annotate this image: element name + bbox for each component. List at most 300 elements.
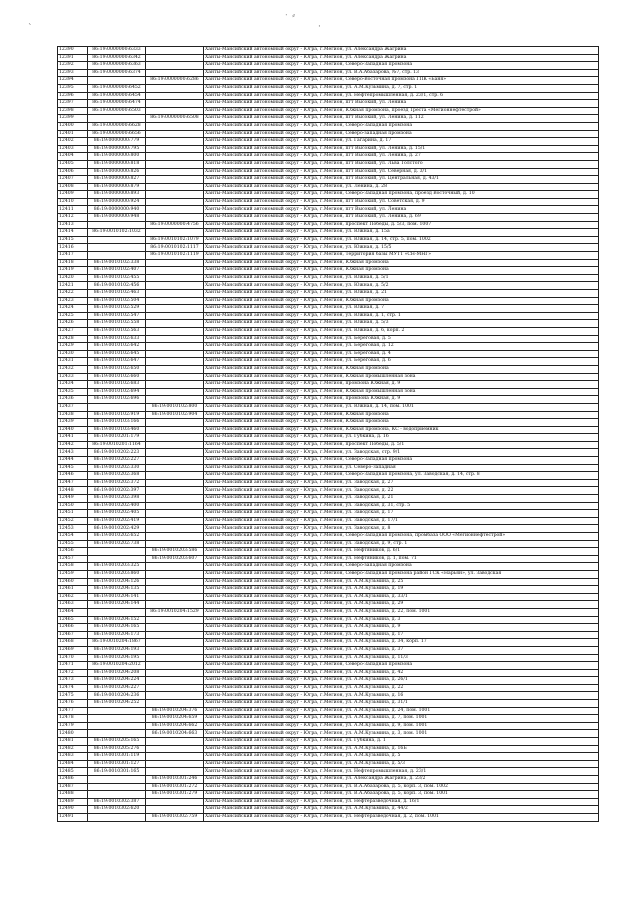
row-number-cell: 12418 xyxy=(58,259,88,267)
cadastral-number-land-cell: 86:19:0010204:227 xyxy=(88,684,146,692)
address-cell: Ханты-Мансийский автономный округ - Югра, г.Мегион, Северо-Западная промзона район ГСК «Нарьян», ул. Заводская xyxy=(204,570,599,578)
table-row xyxy=(58,115,599,123)
cadastral-number-building-cell: 86:19:0010102:1119 xyxy=(146,252,204,260)
cadastral-number-land-cell: 86:19:0010202:372 xyxy=(88,479,146,487)
cadastral-number-building-cell xyxy=(146,441,204,449)
cadastral-number-land-cell xyxy=(88,548,146,556)
address-cell: Ханты-Мансийский автономный округ - Югра, г.Мегион, Северо-западная промзона xyxy=(204,130,599,138)
address-cell: Ханты-Мансийский автономный округ - Югра, г.Мегион, пгт Высокий, ул. Советская, д. 9 xyxy=(204,198,599,206)
cadastral-number-land-cell: 86:19:0010302:620 xyxy=(88,806,146,814)
address-cell: Ханты-Мансийский автономный округ - Югра, г.Мегион, ул. А.М.Кузьмина, д. 44/2 xyxy=(204,806,599,814)
table-row xyxy=(58,282,599,290)
table-row xyxy=(58,517,599,525)
row-number-cell: 12477 xyxy=(58,707,88,715)
cadastral-number-building-cell: 86:19:0010302:759 xyxy=(146,813,204,821)
cadastral-number-building-cell xyxy=(146,100,204,108)
row-number-cell: 12455 xyxy=(58,540,88,548)
table-row xyxy=(58,214,599,222)
cadastral-number-land-cell: 86:19:0000000:6474 xyxy=(88,100,146,108)
cadastral-number-land-cell xyxy=(88,707,146,715)
cadastral-number-building-cell xyxy=(146,47,204,55)
cadastral-number-land-cell xyxy=(88,730,146,738)
table-row xyxy=(58,335,599,343)
cadastral-number-land-cell: 86:19:0000000:879 xyxy=(88,183,146,191)
table-row xyxy=(58,722,599,730)
row-number-cell: 12454 xyxy=(58,533,88,541)
cadastral-number-building-cell xyxy=(146,122,204,130)
row-number-cell: 12464 xyxy=(58,608,88,616)
table-row xyxy=(58,343,599,351)
cadastral-number-land-cell: 86:19:0010204:236 xyxy=(88,692,146,700)
cadastral-number-land-cell: 86:19:0010202:223 xyxy=(88,449,146,457)
cadastral-number-building-cell xyxy=(146,517,204,525)
table-row xyxy=(58,624,599,632)
row-number-cell: 12407 xyxy=(58,176,88,184)
row-number-cell: 12462 xyxy=(58,593,88,601)
address-cell: Ханты-Мансийский автономный округ - Югра, г.Мегион, ул. Нефтяников, д. 6/1 xyxy=(204,548,599,556)
table-row xyxy=(58,540,599,548)
table-row xyxy=(58,570,599,578)
row-number-cell: 12423 xyxy=(58,297,88,305)
cadastral-number-building-cell xyxy=(146,373,204,381)
cadastral-number-building-cell: 86:19:0010301:272 xyxy=(146,783,204,791)
table-row xyxy=(58,730,599,738)
row-number-cell: 12438 xyxy=(58,411,88,419)
table-row xyxy=(58,221,599,229)
cadastral-number-building-cell xyxy=(146,495,204,503)
row-number-cell: 12436 xyxy=(58,396,88,404)
address-cell: Ханты-Мансийский автономный округ - Югра, г.Мегион, ул. Нефтяников, д. 1, пом. 71 xyxy=(204,555,599,563)
address-cell: Ханты-Мансийский автономный округ - Югра, г.Мегион, Северо-Восточная промзона ГПК «Баня» xyxy=(204,77,599,85)
cadastral-number-building-cell xyxy=(146,206,204,214)
address-cell: Ханты-Мансийский автономный округ - Югра, г.Мегион, Северо-Западная промзона, ул. Заводская, д. 14, стр. 8 xyxy=(204,472,599,480)
row-number-cell: 12424 xyxy=(58,305,88,313)
cadastral-number-land-cell: 86:19:0010204:208 xyxy=(88,669,146,677)
address-cell: Ханты-Мансийский автономный округ - Югра, г.Мегион, ул. Южная, д. 5/2 xyxy=(204,282,599,290)
row-number-cell: 12429 xyxy=(58,343,88,351)
row-number-cell: 12401 xyxy=(58,130,88,138)
cadastral-number-building-cell xyxy=(146,62,204,70)
row-number-cell: 12410 xyxy=(58,198,88,206)
address-cell: Ханты-Мансийский автономный округ - Югра, г.Мегион, ул. А.М.Кузьмина, д. 3, пом. 1001 xyxy=(204,730,599,738)
address-cell: Ханты-Мансийский автономный округ - Югра, г.Мегион, ул. Южная, д. 14, стр. 5, пом. 1002 xyxy=(204,236,599,244)
cadastral-number-building-cell xyxy=(146,84,204,92)
address-cell: Ханты-Мансийский автономный округ - Югра, г.Мегион, ул. Нефтепромышленная, д. 23/1 xyxy=(204,768,599,776)
cadastral-number-land-cell: 86:19:0010102:563 xyxy=(88,327,146,335)
cadastral-number-land-cell: 86:19:0010202:398 xyxy=(88,495,146,503)
cadastral-number-land-cell: 86:19:0010102:529 xyxy=(88,305,146,313)
address-cell: Ханты-Мансийский автономный округ - Югра, г.Мегион, ул. А.М.Кузьмина, д. 7, пом. 1001 xyxy=(204,715,599,723)
cadastral-number-building-cell: 86:19:0000000:6508 xyxy=(146,115,204,123)
table-row xyxy=(58,252,599,260)
cadastral-number-building-cell xyxy=(146,267,204,275)
cadastral-number-land-cell: 86:19:0010102:660 xyxy=(88,373,146,381)
cadastral-number-land-cell: 86:19:0000000:6503 xyxy=(88,107,146,115)
table-row xyxy=(58,191,599,199)
cadastral-number-building-cell xyxy=(146,639,204,647)
table-row xyxy=(58,267,599,275)
address-cell: Ханты-Мансийский автономный округ - Югра, г.Мегион, ул. Южная, д. 15/5 xyxy=(204,244,599,252)
address-cell: Ханты-Мансийский автономный округ - Югра, г.Мегион, пгт Высокий, ул. Ленина, д. 27 xyxy=(204,153,599,161)
row-number-cell: 12443 xyxy=(58,449,88,457)
address-cell: Ханты-Мансийский автономный округ - Югра, г.Мегион, Южная промзона xyxy=(204,419,599,427)
table-row xyxy=(58,434,599,442)
cadastral-number-land-cell xyxy=(88,77,146,85)
address-cell: Ханты-Мансийский автономный округ - Югра, г.Мегион, ул. А.М.Кузьмина, д. 17 xyxy=(204,631,599,639)
address-cell: Ханты-Мансийский автономный округ - Югра, г.Мегион, пгт Высокий, ул. Ленина, д. 69 xyxy=(204,214,599,222)
cadastral-number-building-cell xyxy=(146,426,204,434)
cadastral-number-land-cell: 86:19:0000000:6452 xyxy=(88,84,146,92)
table-row xyxy=(58,533,599,541)
cadastral-number-land-cell: 86:19:0000000:6656 xyxy=(88,130,146,138)
cadastral-number-land-cell: 86:19:0010202:419 xyxy=(88,517,146,525)
table-row xyxy=(58,327,599,335)
row-number-cell: 12465 xyxy=(58,616,88,624)
row-number-cell: 12489 xyxy=(58,798,88,806)
address-cell: Ханты-Мансийский автономный округ - Югра, г.Мегион, ул. Южная, д. 6, корп. 2 xyxy=(204,327,599,335)
cadastral-number-building-cell xyxy=(146,153,204,161)
cadastral-number-building-cell xyxy=(146,358,204,366)
cadastral-number-building-cell xyxy=(146,198,204,206)
row-number-cell: 12406 xyxy=(58,168,88,176)
table-row xyxy=(58,69,599,77)
address-cell: Ханты-Мансийский автономный округ - Югра, г.Мегион, ул. А.М.Кузьмина, д. 5/3 xyxy=(204,760,599,768)
cadastral-number-land-cell: 86:19:0010204:1867 xyxy=(88,639,146,647)
address-cell: Ханты-Мансийский автономный округ - Югра, г.Мегион, ул. Гагарина, д. 17 xyxy=(204,138,599,146)
row-number-cell: 12441 xyxy=(58,434,88,442)
cadastral-number-land-cell: 86:19:0010102:694 xyxy=(88,388,146,396)
address-cell: Ханты-Мансийский автономный округ - Югра, г.Мегион, ул. А.М.Кузьмина, д. 33/1 xyxy=(204,593,599,601)
cadastral-number-land-cell xyxy=(88,608,146,616)
table-row xyxy=(58,776,599,784)
row-number-cell: 12422 xyxy=(58,290,88,298)
cadastral-number-building-cell xyxy=(146,578,204,586)
cadastral-number-building-cell xyxy=(146,806,204,814)
address-cell: Ханты-Мансийский автономный округ - Югра, г.Мегион, ул. Береговая, д. 5 xyxy=(204,335,599,343)
cadastral-number-land-cell: 86:19:0010102:504 xyxy=(88,297,146,305)
cadastral-number-land-cell: 86:19:0010203:325 xyxy=(88,563,146,571)
address-cell: Ханты-Мансийский автономный округ - Югра, г.Мегион, Южная промзона xyxy=(204,259,599,267)
table-row xyxy=(58,358,599,366)
table-row xyxy=(58,183,599,191)
row-number-cell: 12428 xyxy=(58,335,88,343)
row-number-cell: 12408 xyxy=(58,183,88,191)
cadastral-number-building-cell xyxy=(146,677,204,685)
row-number-cell: 12440 xyxy=(58,426,88,434)
address-cell: Ханты-Мансийский автономный округ - Югра, г.Мегион, Северо-Западная промзона xyxy=(204,122,599,130)
table-row xyxy=(58,601,599,609)
address-cell: Ханты-Мансийский автономный округ - Югра, г.Мегион, пгт Высокий, ул. Льва Толстого xyxy=(204,160,599,168)
row-number-cell: 12468 xyxy=(58,639,88,647)
cadastral-number-building-cell xyxy=(146,434,204,442)
table-row xyxy=(58,365,599,373)
cadastral-number-land-cell xyxy=(88,403,146,411)
address-cell: Ханты-Мансийский автономный округ - Югра, г.Мегион, ул. А.М.Кузьмина, д. 34, корп. 17 xyxy=(204,639,599,647)
row-number-cell: 12482 xyxy=(58,745,88,753)
table-row xyxy=(58,548,599,556)
cadastral-number-land-cell: 86:19:0010202:368 xyxy=(88,472,146,480)
table-row xyxy=(58,373,599,381)
table-row xyxy=(58,525,599,533)
cadastral-number-building-cell xyxy=(146,692,204,700)
cadastral-number-land-cell xyxy=(88,221,146,229)
address-cell: Ханты-Мансийский автономный округ - Югра, г.Мегион, ул. Южная, д. 5/1 xyxy=(204,274,599,282)
table-row xyxy=(58,176,599,184)
address-cell: Ханты-Мансийский автономный округ - Югра, г.Мегион, ул. Губкина, д. 1 xyxy=(204,738,599,746)
cadastral-number-land-cell: 86:19:0010102:455 xyxy=(88,274,146,282)
cadastral-number-land-cell: 86:19:0010301:119 xyxy=(88,753,146,761)
cadastral-number-building-cell xyxy=(146,168,204,176)
address-cell: Ханты-Мансийский автономный округ - Югра, г.Мегион, ул. Южная, д. 5/3 xyxy=(204,320,599,328)
cadastral-number-land-cell: 86:19:0010205:165 xyxy=(88,738,146,746)
cadastral-number-building-cell: 86:19:0000000:4756 xyxy=(146,221,204,229)
table-row xyxy=(58,669,599,677)
table-row xyxy=(58,479,599,487)
table-row xyxy=(58,464,599,472)
row-number-cell: 12479 xyxy=(58,722,88,730)
row-number-cell: 12397 xyxy=(58,100,88,108)
address-cell: Ханты-Мансийский автономный округ - Югра, г.Мегион, ул. Южная, д. 21 xyxy=(204,290,599,298)
table-row xyxy=(58,426,599,434)
cadastral-number-building-cell xyxy=(146,145,204,153)
row-number-cell: 12478 xyxy=(58,715,88,723)
table-row xyxy=(58,700,599,708)
cadastral-number-land-cell: 86:19:0010202:400 xyxy=(88,502,146,510)
cadastral-number-land-cell: 86:19:0010204:173 xyxy=(88,631,146,639)
address-cell: Ханты-Мансийский автономный округ - Югра, г.Мегион, ул. А.М.Кузьмина, д. 16 xyxy=(204,692,599,700)
row-number-cell: 12447 xyxy=(58,479,88,487)
cadastral-number-land-cell: 86:19:0010204:252 xyxy=(88,700,146,708)
address-cell: Ханты-Мансийский автономный округ - Югра, г.Мегион, ул. Южная, д. 14, пом. 1001 xyxy=(204,403,599,411)
table-row xyxy=(58,396,599,404)
row-number-cell: 12403 xyxy=(58,145,88,153)
cadastral-number-building-cell xyxy=(146,107,204,115)
address-cell: Ханты-Мансийский автономный округ - Югра, г.Мегион, ул. А.М.Кузьмина, д. 3 xyxy=(204,616,599,624)
row-number-cell: 12409 xyxy=(58,191,88,199)
cadastral-number-land-cell: 86:19:0010204:2012 xyxy=(88,662,146,670)
table-row xyxy=(58,411,599,419)
row-number-cell: 12472 xyxy=(58,669,88,677)
cadastral-number-building-cell xyxy=(146,510,204,518)
cadastral-number-building-cell xyxy=(146,593,204,601)
row-number-cell: 12398 xyxy=(58,107,88,115)
cadastral-number-land-cell: 86:19:0010102:642 xyxy=(88,343,146,351)
table-row xyxy=(58,381,599,389)
row-number-cell: 12452 xyxy=(58,517,88,525)
cadastral-number-land-cell: 86:19:0010204:135 xyxy=(88,586,146,594)
cadastral-number-building-cell xyxy=(146,54,204,62)
cadastral-number-land-cell xyxy=(88,252,146,260)
row-number-cell: 12446 xyxy=(58,472,88,480)
table-row xyxy=(58,305,599,313)
cadastral-number-building-cell xyxy=(146,472,204,480)
cadastral-number-land-cell xyxy=(88,115,146,123)
cadastral-number-building-cell xyxy=(146,479,204,487)
row-number-cell: 12427 xyxy=(58,327,88,335)
cadastral-number-land-cell: 86:19:0010102:338 xyxy=(88,259,146,267)
address-cell: Ханты-Мансийский автономный округ - Югра, г.Мегион, ул. А.М.Кузьмина, д. 19 xyxy=(204,586,599,594)
cadastral-number-building-cell: 86:19:0010204:663 xyxy=(146,730,204,738)
address-cell: Ханты-Мансийский автономный округ - Югра, г.Мегион, ул. Заводская, д. 9, стр. 1 xyxy=(204,540,599,548)
row-number-cell: 12415 xyxy=(58,236,88,244)
cadastral-number-land-cell: 86:19:0010202:227 xyxy=(88,457,146,465)
table-row xyxy=(58,84,599,92)
cadastral-number-land-cell: 86:19:0010204:195 xyxy=(88,654,146,662)
row-number-cell: 12395 xyxy=(58,84,88,92)
address-cell: Ханты-Мансийский автономный округ - Югра, г.Мегион, ул. Южная, д. 7 xyxy=(204,305,599,313)
table-row xyxy=(58,639,599,647)
cadastral-number-land-cell: 86:19:0000000:6363 xyxy=(88,62,146,70)
row-number-cell: 12431 xyxy=(58,358,88,366)
cadastral-number-building-cell xyxy=(146,69,204,77)
table-row xyxy=(58,692,599,700)
cadastral-number-land-cell: 86:19:0010204:165 xyxy=(88,624,146,632)
cadastral-number-building-cell xyxy=(146,350,204,358)
address-cell: Ханты-Мансийский автономный округ - Югра, г.Мегион, Южная промышленная зона xyxy=(204,373,599,381)
table-row xyxy=(58,707,599,715)
row-number-cell: 12417 xyxy=(58,252,88,260)
cadastral-number-land-cell: 86:19:0010102:683 xyxy=(88,381,146,389)
cadastral-number-land-cell xyxy=(88,813,146,821)
table-row xyxy=(58,738,599,746)
address-cell: Ханты-Мансийский автономный округ - Югра, г.Мегион, пгт Высокий, ул. Ленина xyxy=(204,206,599,214)
cadastral-number-building-cell: 86:19:0010204:662 xyxy=(146,722,204,730)
cadastral-number-building-cell xyxy=(146,502,204,510)
row-number-cell: 12439 xyxy=(58,419,88,427)
cadastral-number-building-cell xyxy=(146,738,204,746)
cadastral-number-land-cell: 86:19:0000000:827 xyxy=(88,176,146,184)
row-number-cell: 12457 xyxy=(58,555,88,563)
address-cell: Ханты-Мансийский автономный округ - Югра, г.Мегион, ул. Заводская, д. 31, стр. 5 xyxy=(204,502,599,510)
table-row xyxy=(58,791,599,799)
table-row xyxy=(58,593,599,601)
cadastral-number-building-cell xyxy=(146,343,204,351)
table-row xyxy=(58,138,599,146)
cadastral-number-building-cell: 86:19:0010301:279 xyxy=(146,791,204,799)
table-row xyxy=(58,388,599,396)
address-cell: Ханты-Мансийский автономный округ - Югра, г.Мегион, ул. А.М.Кузьмина, д. 25 xyxy=(204,578,599,586)
cadastral-number-building-cell xyxy=(146,540,204,548)
cadastral-number-building-cell xyxy=(146,768,204,776)
cadastral-number-building-cell xyxy=(146,616,204,624)
cadastral-number-building-cell xyxy=(146,396,204,404)
row-number-cell: 12430 xyxy=(58,350,88,358)
address-cell: Ханты-Мансийский автономный округ - Югра, г.Мегион, ул. Заводская, д. 21 xyxy=(204,495,599,503)
row-number-cell: 12461 xyxy=(58,586,88,594)
cadastral-number-land-cell: 86:19:0010102:696 xyxy=(88,396,146,404)
row-number-cell: 12471 xyxy=(58,662,88,670)
address-cell: Ханты-Мансийский автономный округ - Югра, г.Мегион, проспект Победы, д. 5/3, пом. 1007 xyxy=(204,221,599,229)
cadastral-number-land-cell: 86:19:0010102:558 xyxy=(88,320,146,328)
row-number-cell: 12416 xyxy=(58,244,88,252)
cadastral-number-building-cell: 86:19:0000000:6286 xyxy=(146,77,204,85)
table-row xyxy=(58,806,599,814)
cadastral-number-building-cell: 86:19:0010204:1529 xyxy=(146,608,204,616)
cadastral-number-land-cell: 86:19:0010102:633 xyxy=(88,335,146,343)
row-number-cell: 12426 xyxy=(58,320,88,328)
cadastral-number-building-cell xyxy=(146,388,204,396)
cadastral-number-building-cell xyxy=(146,259,204,267)
table-row xyxy=(58,586,599,594)
table-row xyxy=(58,768,599,776)
row-number-cell: 12450 xyxy=(58,502,88,510)
row-number-cell: 12425 xyxy=(58,312,88,320)
row-number-cell: 12469 xyxy=(58,646,88,654)
address-cell: Ханты-Мансийский автономный округ - Югра, г.Мегион, ул. А.М.Кузьмина, д. 26/1 xyxy=(204,677,599,685)
cadastral-number-land-cell xyxy=(88,236,146,244)
address-cell: Ханты-Мансийский автономный округ - Югра, г.Мегион, ул. Береговая, д. 6 xyxy=(204,358,599,366)
address-cell: Ханты-Мансийский автономный округ - Югра, г.Мегион, Северо-Западная промзона, промбаза ООО «Мегионнефтестрой» xyxy=(204,533,599,541)
table-row xyxy=(58,502,599,510)
row-number-cell: 12491 xyxy=(58,813,88,821)
table-row xyxy=(58,100,599,108)
row-number-cell: 12445 xyxy=(58,464,88,472)
row-number-cell: 12466 xyxy=(58,624,88,632)
cadastral-number-land-cell: 86:19:0000000:6374 xyxy=(88,69,146,77)
address-cell: Ханты-Мансийский автономный округ - Югра, г.Мегион, ул. Ленина, д. 28 xyxy=(204,183,599,191)
cadastral-number-land-cell xyxy=(88,791,146,799)
address-cell: Ханты-Мансийский автономный округ - Югра, г.Мегион, ул. Береговая, д. 12 xyxy=(204,343,599,351)
row-number-cell: 12490 xyxy=(58,806,88,814)
cadastral-table xyxy=(57,46,599,822)
address-cell: Ханты-Мансийский автономный округ - Югра, г.Мегион, ул. Северо-Западная xyxy=(204,464,599,472)
cadastral-number-land-cell: 86:19:0010102:1032 xyxy=(88,229,146,237)
cadastral-number-building-cell: 86:19:0010203:607 xyxy=(146,555,204,563)
table-row xyxy=(58,290,599,298)
address-cell: Ханты-Мансийский автономный округ - Югра, г.Мегион, Северо-Западная промзона xyxy=(204,457,599,465)
table-row xyxy=(58,229,599,237)
table-row xyxy=(58,312,599,320)
row-number-cell: 12470 xyxy=(58,654,88,662)
cadastral-number-building-cell xyxy=(146,563,204,571)
cadastral-number-land-cell: 86:19:0000000:6628 xyxy=(88,122,146,130)
cadastral-number-building-cell xyxy=(146,312,204,320)
cadastral-number-land-cell: 86:19:0010102:456 xyxy=(88,282,146,290)
address-cell: Ханты-Мансийский автономный округ - Югра, г.Мегион, пгт Высокий, ул. Ленина xyxy=(204,100,599,108)
address-cell: Ханты-Мансийский автономный округ - Югра, г.Мегион, Южная промышленная зона xyxy=(204,388,599,396)
row-number-cell: 12396 xyxy=(58,92,88,100)
address-cell: Ханты-Мансийский автономный округ - Югра, г.Мегион, ул. А.М.Кузьмина, д. 37 xyxy=(204,646,599,654)
table-row xyxy=(58,495,599,503)
row-number-cell: 12456 xyxy=(58,548,88,556)
address-cell: Ханты-Мансийский автономный округ - Югра, г.Мегион, Территория базы МУТТ «СН-МНГ» xyxy=(204,252,599,260)
cadastral-number-building-cell xyxy=(146,570,204,578)
cadastral-number-land-cell: 86:19:0010201:179 xyxy=(88,434,146,442)
address-cell: Ханты-Мансийский автономный округ - Югра, г.Мегион, ул. А.М.Кузьмина, д. 24, пом. 1001 xyxy=(204,707,599,715)
row-number-cell: 12488 xyxy=(58,791,88,799)
cadastral-number-land-cell: 86:19:0000000:779 xyxy=(88,138,146,146)
cadastral-number-land-cell: 86:19:0010102:547 xyxy=(88,312,146,320)
scan-mark-top: ᐧ ⸗ xyxy=(285,11,297,21)
row-number-cell: 12402 xyxy=(58,138,88,146)
address-cell: Ханты-Мансийский автономный округ - Югра, г.Мегион, ул. В.А.Абазарова, №7, стр. 13 xyxy=(204,69,599,77)
table-row xyxy=(58,510,599,518)
cadastral-number-building-cell xyxy=(146,335,204,343)
address-cell: Ханты-Мансийский автономный округ - Югра, г.Мегион, ул. Заводская, д. 8 xyxy=(204,525,599,533)
cadastral-number-building-cell xyxy=(146,798,204,806)
cadastral-number-building-cell xyxy=(146,646,204,654)
table-row xyxy=(58,168,599,176)
address-cell: Ханты-Мансийский автономный округ - Югра, г.Мегион, ул. А.М.Кузьмина, д. 11/3 xyxy=(204,654,599,662)
cadastral-number-building-cell xyxy=(146,654,204,662)
cadastral-number-land-cell: 86:19:0010102:407 xyxy=(88,267,146,275)
table-row xyxy=(58,145,599,153)
cadastral-number-building-cell xyxy=(146,229,204,237)
cadastral-number-land-cell: 86:19:0000000:6342 xyxy=(88,54,146,62)
cadastral-number-building-cell: 86:19:0010203:586 xyxy=(146,548,204,556)
table-row xyxy=(58,616,599,624)
cadastral-number-land-cell: 86:19:0010102:645 xyxy=(88,350,146,358)
